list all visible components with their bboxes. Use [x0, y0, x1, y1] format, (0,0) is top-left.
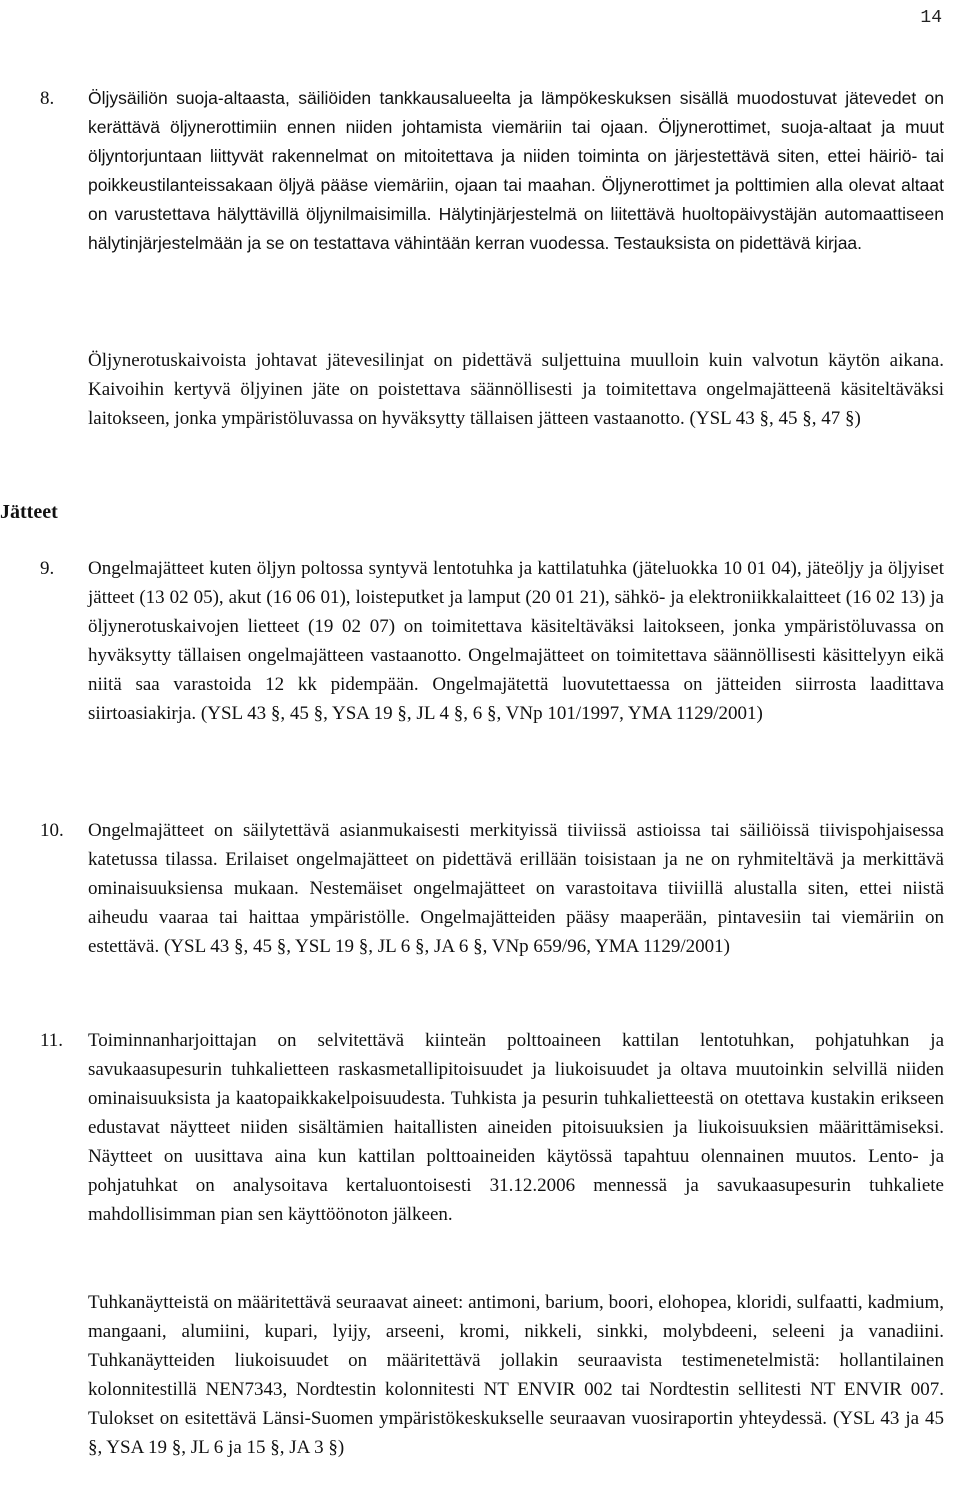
item-number: 11.: [40, 1030, 64, 1051]
item-paragraph: Ongelmajätteet kuten öljyn poltossa syntyvä lentotuhka ja kattilatuhka (jäteluokka 10 01 04), jäteöljy ja öljyiset jätteet (13 02 05), akut (16 06 01), loisteputket ja lamput (20 01 21), sähkö- ja elektroniikkalaitteet (16 02 13) ja öljynerotuskaivojen lietteet (19 02 07) on toimitettava käsiteltäväksi laitokseen, jonka ympäristöluvassa on hyväksytty tällaisen ongelmajätteen vastaanotto. Ongelmajätteet on toimitettava säännöllisesti käsittelyyn eikä niitä saa varastoida 12 kk pidempään. Ongelmajätettä luovutettaessa on jätteiden siirrosta laadittava siirtoasiakirja. (YSL 43 §, 45 §, YSA 19 §, JL 4 §, 6 §, VNp 101/1997, YMA 1129/2001): [88, 558, 944, 724]
item-number: 10.: [40, 820, 64, 841]
item-paragraph: Öljynerotuskaivoista johtavat jätevesilinjat on pidettävä suljettuina muulloin kuin valvotun käytön aikana. Kaivoihin kertyvä öljyinen jäte on poistettava säännöllisesti ja toimitettava ongelmajätteenä käsiteltäväksi laitokseen, jonka ympäristöluvassa on hyväksytty tällaisen jätteen vastaanotto. (YSL 43 §, 45 §, 47 §): [88, 350, 944, 429]
page-number: 14: [920, 8, 942, 28]
item-number: 8.: [40, 88, 55, 109]
item-number: 9.: [40, 558, 55, 579]
item-paragraph: Toiminnanharjoittajan on selvitettävä kiinteän polttoaineen kattilan lentotuhkan, pohjatuhkan ja savukaasupesurin tuhkalietteen raskasmetallipitoisuudet ja liukoisuudet ja oltava muutoinkin selvillä niiden ominaisuuksista ja kaatopaikkakelpoisuudesta. Tuhkista ja pesurin tuhkalietteestä on otettava kustakin erikseen edustavat näytteet niiden sisältämien haitallisten aineiden pitoisuuksien ja liukoisuuksien määrittämiseksi. Näytteet on uusittava aina kun kattilan polttoaineiden käytössä tapahtuu olennainen muutos. Lento- ja pohjatuhkat on analysoitava kertaluontoisesti 31.12.2006 mennessä ja savukaasupesurin tuhkaliete mahdollisimman pian sen käyttöönoton jälkeen.: [88, 1030, 944, 1225]
item-paragraph: Ongelmajätteet on säilytettävä asianmukaisesti merkityissä tiiviissä astioissa tai säiliöissä tiivispohjaisessa katetussa tilassa. Erilaiset ongelmajätteet on pidettävä erillään toisistaan ja ne on ryhmiteltävä ja merkittävä ominaisuuksiensa mukaan. Nestemäiset ongelmajätteet on varastoitava tiiviillä alustalla siten, ettei niistä aiheudu vaaraa tai haittaa ympäristölle. Ongelmajätteiden pääsy maaperään, pintavesiin tai viemäriin on estettävä. (YSL 43 §, 45 §, YSL 19 §, JL 6 §, JA 6 §, VNp 659/96, YMA 1129/2001): [88, 820, 944, 957]
section-heading-jatteet: Jätteet: [0, 501, 58, 523]
item-paragraph: Tuhkanäytteistä on määritettävä seuraavat aineet: antimoni, barium, boori, elohopea, kloridi, sulfaatti, kadmium, mangaani, alumiini, kupari, lyijy, arseeni, kromi, nikkeli, sinkki, molybdeeni, seleeni ja vanadiini. Tuhkanäytteiden liukoisuudet on määritettävä jollakin seuraavista testimenetelmistä: hollantilainen kolonnitestillä NEN7343, Nordtestin kolonnitesti NT ENVIR 002 tai Nordtestin sellitesti NT ENVIR 007. Tulokset on esitettävä Länsi-Suomen ympäristökeskukselle seuraavan vuosiraportin yhteydessä. (YSL 43 ja 45 §, YSA 19 §, JL 6 ja 15 §, JA 3 §): [88, 1292, 944, 1458]
item-paragraph: Öljysäiliön suoja-altaasta, säiliöiden tankkausalueelta ja lämpökeskuksen sisällä muodostuvat jätevedet on kerättävä öljynerottimiin ennen niiden johtamista viemäriin tai ojaan. Öljynerottimet, suoja-altaat ja muut öljyntorjuntaan liittyvät rakennelmat on mitoitettava ja niiden toiminta on järjestettävä siten, ettei häiriö- tai poikkeustilanteissakaan öljyä pääse viemäriin, ojaan tai maahan. Öljynerottimet ja polttimien alla olevat altaat on varustettava hälyttävillä öljynilmaisimilla. Hälytinjärjestelmä on liitettävä huoltopäivystäjän automaattiseen hälytinjärjestelmään ja se on testattava vähintään kerran vuodessa. Testauksista on pidettävä kirjaa.: [88, 88, 944, 253]
